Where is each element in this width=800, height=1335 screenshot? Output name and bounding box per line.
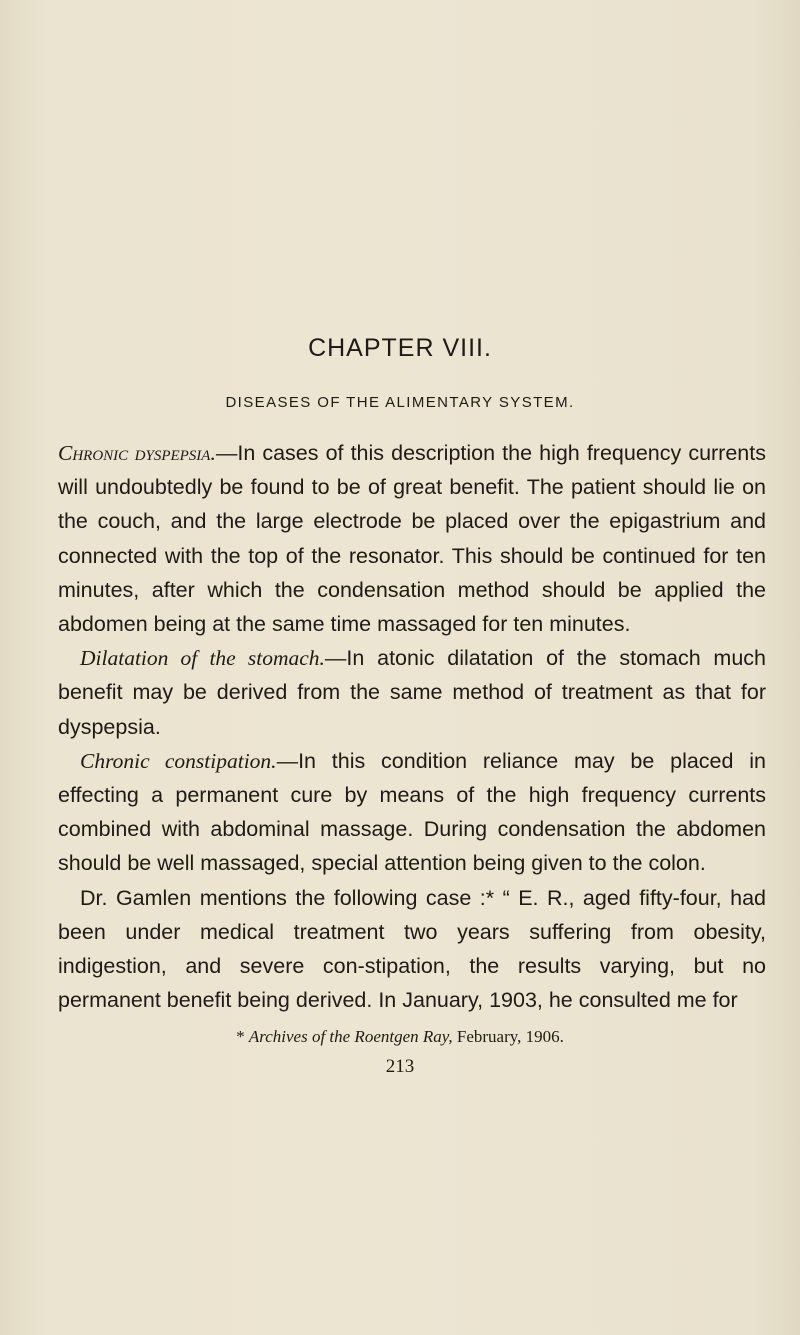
paragraph-case-report — [58, 881, 766, 1018]
paragraph-chronic-dyspepsia — [58, 436, 766, 641]
footnote — [0, 1027, 800, 1047]
footnote-marker: * — [236, 1027, 249, 1046]
paragraph-dilatation — [58, 641, 766, 744]
page-number: 213 — [385, 1056, 415, 1077]
chapter-title: CHAPTER VIII. — [308, 334, 492, 362]
paragraph-text: —In atonic dilatation of the stomach much benefit may be derived from the same method of treatment as that for dyspepsia. — [58, 646, 767, 739]
paragraph-text: Dr. Gamlen mentions the following case :* “ E. R., aged fifty-four, had been under medical treatment two years suffering from obesity, indigestion, and severe con-stipation, the results varying, but no permanent benefit being derived. In January, 1903, he consulted me for — [58, 885, 766, 1013]
paragraph-lead: Chronic constipation. — [80, 748, 277, 773]
footnote-source: Archives of the Roentgen Ray, — [248, 1027, 453, 1046]
paragraph-lead: Chronic dyspepsia. — [58, 441, 216, 465]
section-title: DISEASES OF THE ALIMENTARY SYSTEM. — [225, 394, 575, 411]
paragraph-lead: Dilatation of the stomach. — [80, 646, 325, 671]
footnote-date: February, 1906. — [452, 1027, 564, 1046]
body-text — [58, 436, 766, 1017]
paragraph-text: —In this condition reliance may be placed in effecting a permanent cure by means of the high frequency currents combined with abdominal massage. During condensation the abdomen should be well massaged, special attention being given to the colon. — [58, 748, 766, 876]
paragraph-constipation — [58, 744, 766, 881]
paragraph-text: —In cases of this description the high frequency currents will undoubtedly be found to be of great benefit. The patient should lie on the couch, and the large electrode be placed over the epigastrium and connected with the top of the resonator. This should be continued for ten minutes, after which the condensation method should be applied the abdomen being at the same time massaged for ten minutes. — [58, 441, 766, 637]
